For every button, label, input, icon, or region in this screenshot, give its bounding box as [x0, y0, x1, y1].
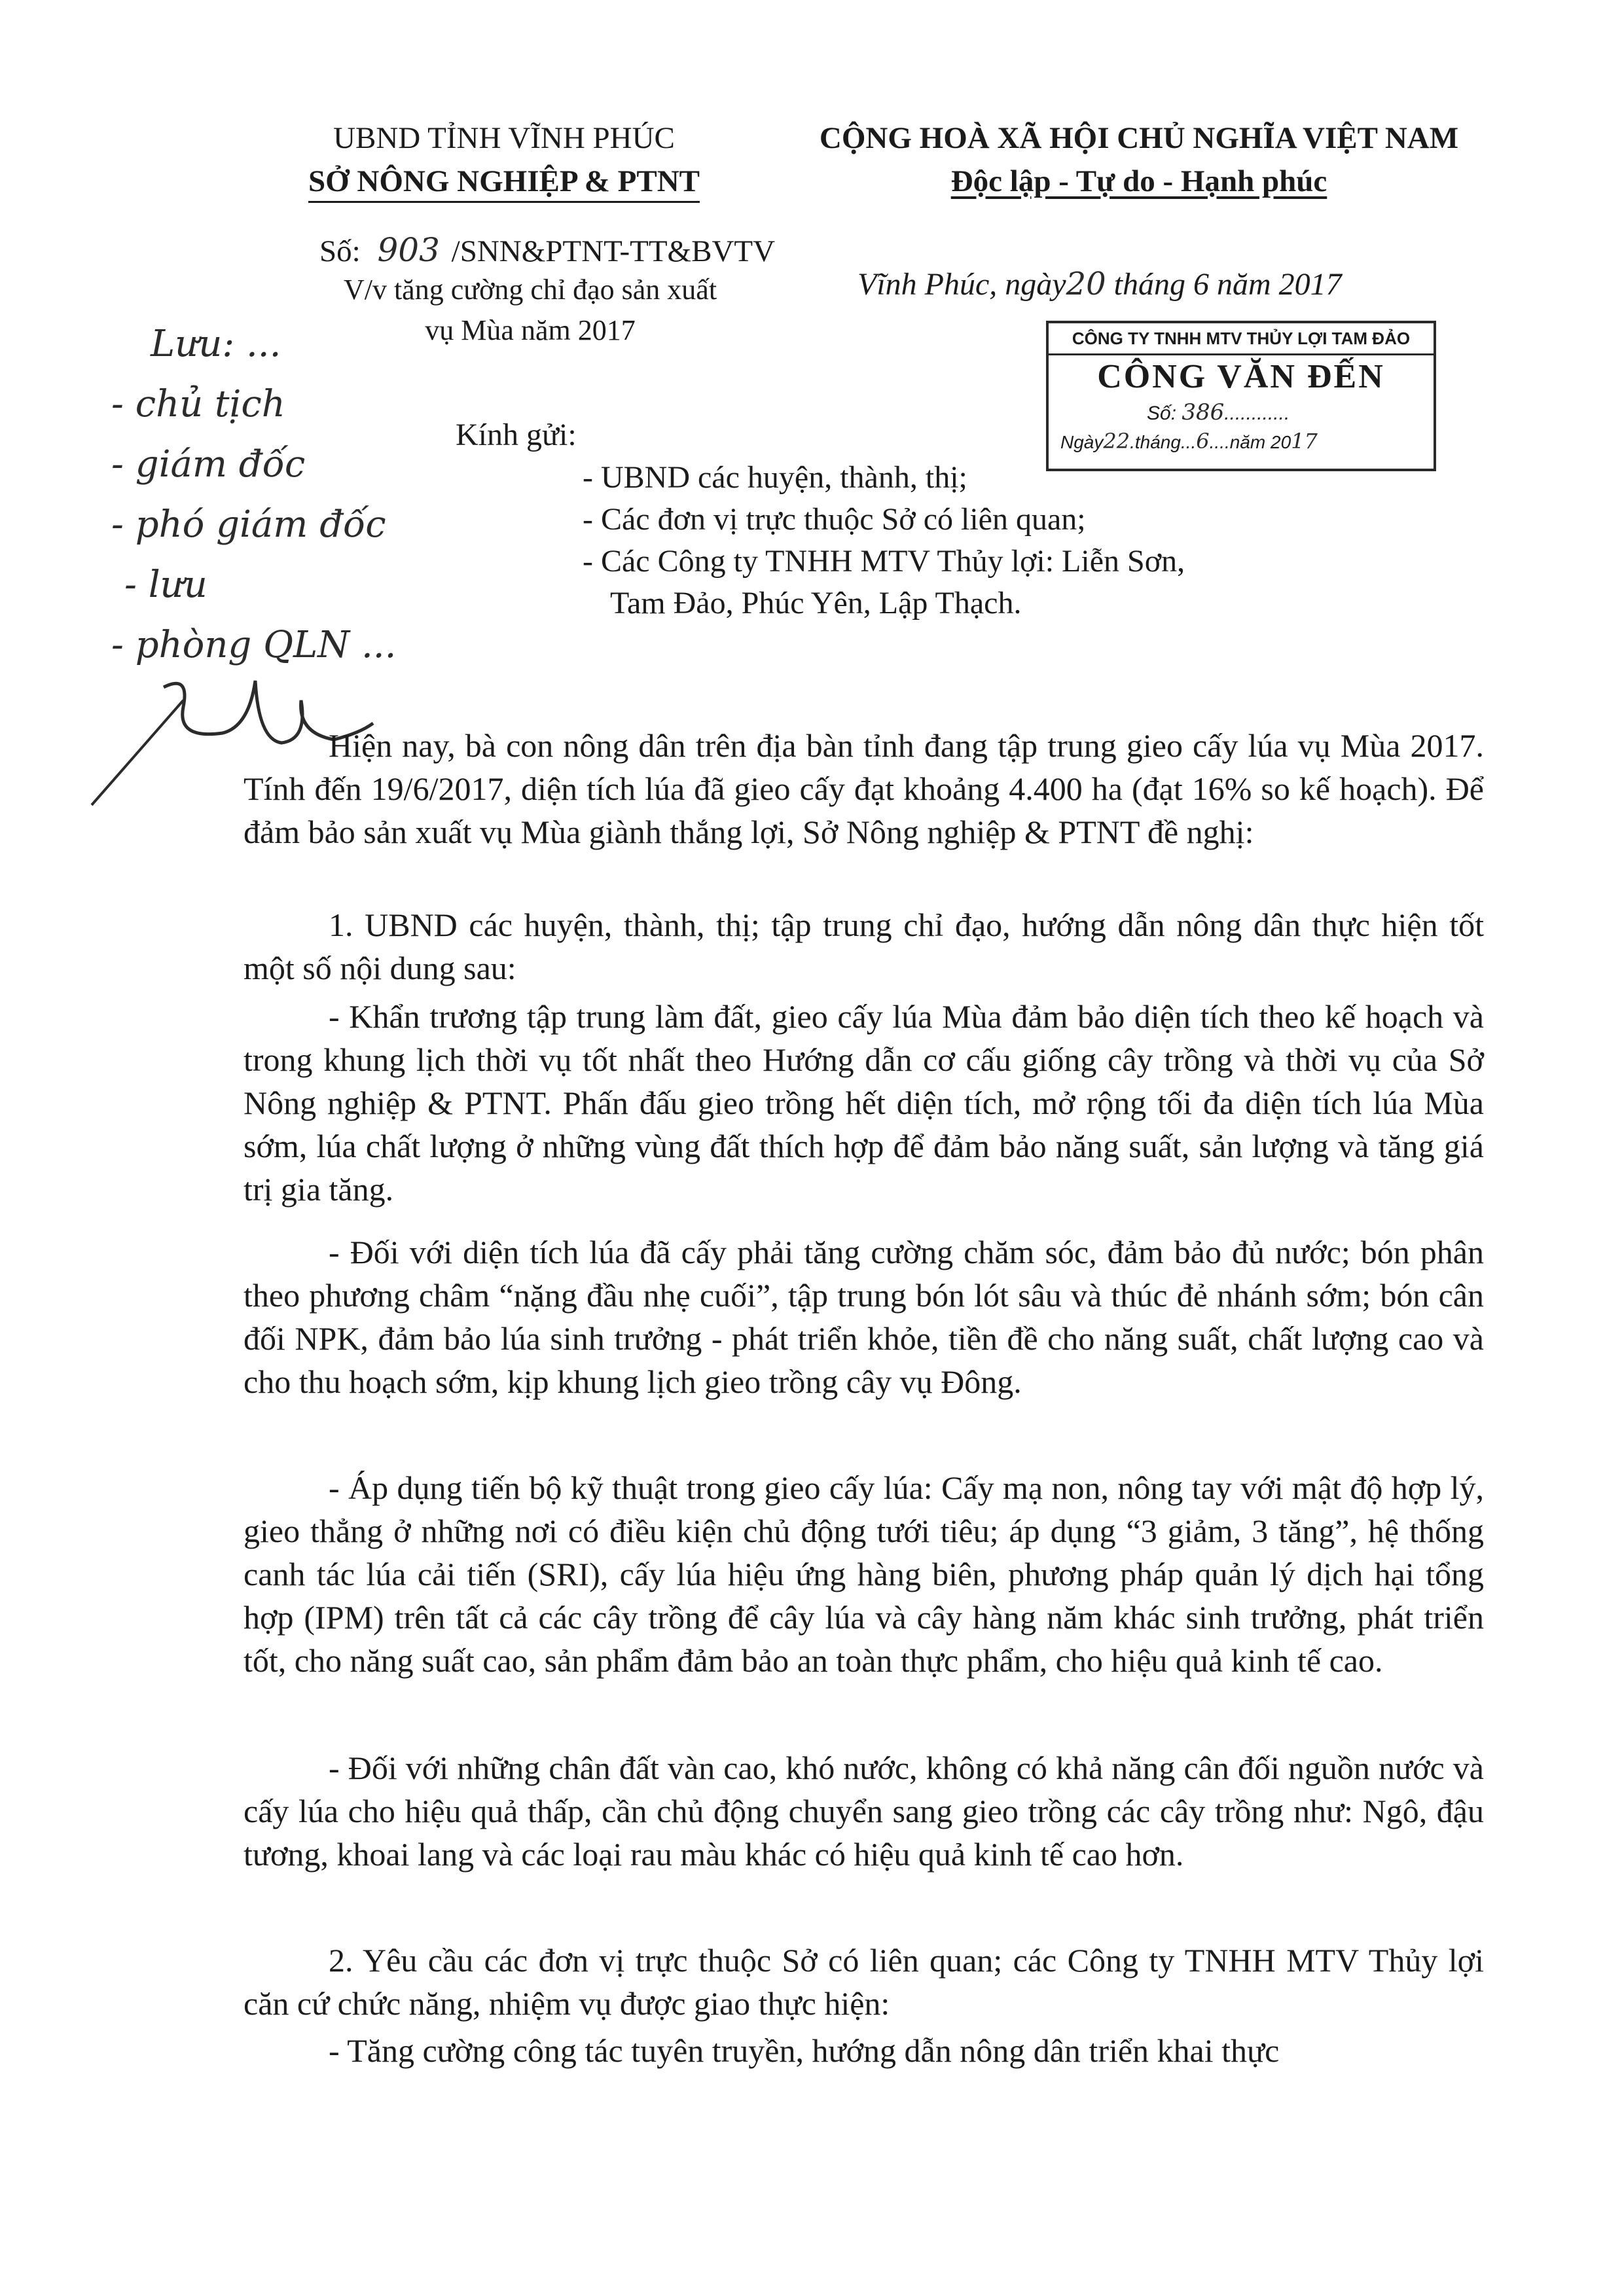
stamp-number-value: 386: [1182, 399, 1225, 425]
document-number-label: Số:: [319, 234, 361, 268]
place-date-rest: tháng 6 năm 2017: [1113, 267, 1342, 302]
intro-paragraph: Hiện nay, bà con nông dân trên địa bàn tỉnh đang tập trung gieo cấy lúa vụ Mùa 2017. Tính đến 19/6/2017, diện tích lúa đã gieo cấy đạt khoảng 4.400 ha (đạt 16% so kế hoạch). Để đảm bảo sản xuất vụ Mùa giành thắng lợi, Sở Nông nghiệp & PTNT đề nghị:: [244, 727, 1484, 850]
section-1-item-1: - Khẩn trương tập trung làm đất, gieo cấy lúa Mùa đảm bảo diện tích theo kế hoạch và trong khung lịch thời vụ tốt nhất theo Hướng dẫn cơ cấu giống cây trồng và thời vụ của Sở Nông nghiệp & PTNT. Phấn đấu gieo trồng hết diện tích, mở rộng tối đa diện tích lúa Mùa sớm, lúa chất lượng ở những vùng đất thích hợp để đảm bảo năng suất, sản lượng và tăng giá trị gia tăng.: [244, 998, 1484, 1208]
stamp-number-row: Số: 386............: [1147, 399, 1290, 425]
section-1-item-2: - Đối với diện tích lúa đã cấy phải tăng cường chăm sóc, đảm bảo đủ nước; bón phân theo phương châm “nặng đầu nhẹ cuối”, tập trung bón lót sâu và thúc đẻ nhánh sớm; bón cân đối NPK, đảm bảo lúa sinh trưởng - phát triển khỏe, tiền đề cho năng suất, chất lượng cao và cho thu hoạch sớm, kịp khung lịch gieo trồng cây vụ Đông.: [244, 1234, 1484, 1400]
stamp-number-label: Số:: [1147, 403, 1177, 424]
recipient-item-continuation: Tam Đảo, Phúc Yên, Lập Thạch.: [610, 586, 1022, 620]
issuer-block: [281, 117, 727, 203]
document-number-code: /SNN&PTNT-TT&BVTV: [451, 234, 776, 268]
recipient-label: Kính gửi:: [456, 418, 577, 452]
subject-line-2: vụ Mùa năm 2017: [425, 314, 636, 346]
handwritten-line: - lưu: [124, 564, 208, 606]
handwritten-line: - giám đốc: [111, 443, 306, 486]
recipient-item: - Các Công ty TNHH MTV Thủy lợi: Liễn Sơn,: [583, 544, 1185, 579]
stamp-date-row: Ngày22.tháng...6....năm 2017: [1060, 429, 1318, 454]
issuer-name: SỞ NÔNG NGHIỆP & PTNT: [308, 162, 700, 203]
section-1-item-3: - Áp dụng tiến bộ kỹ thuật trong gieo cấy lúa: Cấy mạ non, nông tay với mật độ hợp lý, gieo thẳng ở những nơi có điều kiện chủ động tưới tiêu; áp dụng “3 giảm, 3 tăng”, hệ thống canh tác lúa cải tiến (SRI), cấy lúa hiệu ứng hàng biên, phương pháp quản lý dịch hại tổng hợp (IPM) trên tất cả các cây trồng để cây lúa và cây hàng năm khác sinh trưởng, phát triển tốt, cho năng suất cao, sản phẩm đảm bảo an toàn thực phẩm, cho hiệu quả kinh tế cao.: [244, 1469, 1484, 1679]
recipient-item: - UBND các huyện, thành, thị;: [583, 460, 967, 495]
place-date: [857, 264, 1342, 304]
recipient-list: [583, 457, 1185, 624]
recipient-item: - Các đơn vị trực thuộc Sở có liên quan;: [583, 502, 1086, 537]
place-date-prefix: Vĩnh Phúc, ngày: [857, 267, 1066, 302]
stamp-date-month: 6: [1196, 429, 1210, 454]
stamp-date-day: 22: [1103, 429, 1130, 454]
stamp-date-year: 17: [1291, 429, 1318, 454]
section-2-heading: 2. Yêu cầu các đơn vị trực thuộc Sở có liên quan; các Công ty TNHH MTV Thủy lợi căn cứ chức năng, nhiệm vụ được giao thực hiện:: [244, 1942, 1484, 2022]
subject-line-1: V/v tăng cường chỉ đạo sản xuất: [343, 274, 717, 306]
stamp-date-label: Ngày: [1060, 432, 1104, 452]
issuer-parent: UBND TỈNH VĨNH PHÚC: [333, 121, 675, 155]
handwritten-routing-note: [111, 314, 478, 675]
national-title: CỘNG HOÀ XÃ HỘI CHỦ NGHĨA VIỆT NAM: [819, 121, 1459, 155]
section-2-item-1: - Tăng cường công tác tuyên truyền, hướng dẫn nông dân triển khai thực: [329, 2032, 1280, 2069]
handwritten-line: - phòng QLN ...: [111, 624, 397, 666]
stamp-title: CÔNG VĂN ĐẾN: [1097, 358, 1385, 395]
document-number-handwritten: 903: [377, 231, 440, 269]
national-motto: Độc lập - Tự do - Hạnh phúc: [950, 164, 1327, 198]
incoming-stamp: [1046, 321, 1436, 471]
stamp-date-month-label: tháng: [1134, 432, 1181, 452]
stamp-date-year-label: năm 20: [1229, 432, 1291, 452]
national-header: [759, 117, 1519, 203]
handwritten-line: - phó giám đốc: [111, 503, 386, 546]
place-date-day: 20: [1066, 266, 1106, 302]
stamp-company: CÔNG TY TNHH MTV THỦY LỢI TAM ĐẢO: [1049, 323, 1434, 355]
handwritten-line: - chủ tịch: [111, 383, 285, 425]
section-1-item-4: - Đối với những chân đất vàn cao, khó nước, không có khả năng cân đối nguồn nước và cấy lúa cho hiệu quả thấp, cần chủ động chuyển sang gieo trồng các cây trồng như: Ngô, đậu tương, khoai lang và các loại rau màu khác có hiệu quả kinh tế cao hơn.: [244, 1749, 1484, 1873]
document-number: [319, 230, 775, 271]
handwritten-line: Lưu: ...: [151, 323, 281, 365]
section-1-heading: 1. UBND các huyện, thành, thị; tập trung chỉ đạo, hướng dẫn nông dân thực hiện tốt một số nội dung sau:: [244, 906, 1484, 986]
